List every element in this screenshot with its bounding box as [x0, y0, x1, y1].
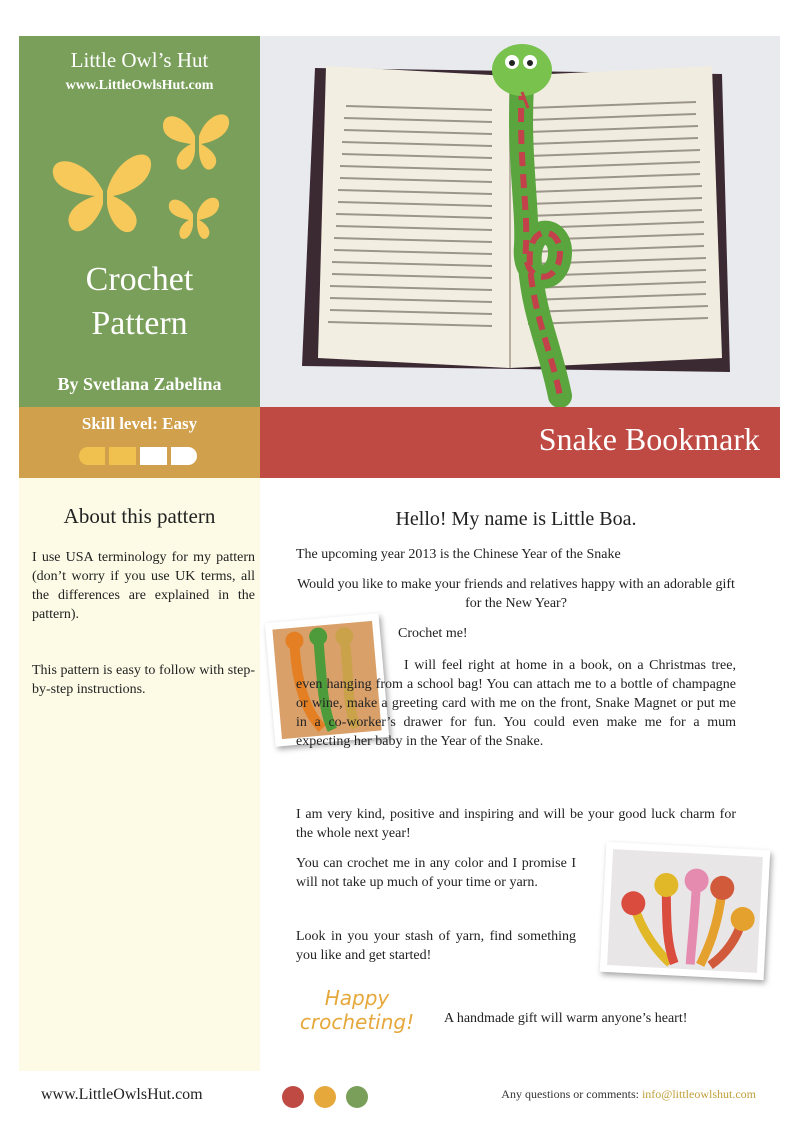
stash-paragraph: Look in you your stash of yarn, find something you like and get started! [296, 929, 576, 963]
butterflies-logo-icon [45, 96, 235, 246]
intro-paragraph: The upcoming year 2013 is the Chinese Year of the Snake [296, 547, 621, 562]
uses-paragraph: I will feel right at home in a book, on a Christmas tree, even hanging from a school bag! You can attach me to a bottle of champagne or wine, make a greeting card with me on the front, Snake Magnet or put me in a co-worker’s drawer for fun. You could even make me for a mum expecting her baby in the Year of the Snake. [296, 658, 736, 749]
greeting-heading: Hello! My name is Little Boa. [395, 508, 637, 530]
terminology-note: I use USA terminology for my pattern (don’t worry if you use UK terms, all the differences are explained in the pattern). [32, 550, 255, 622]
site-name: Little Owl’s Hut [70, 48, 209, 72]
pattern-type-title: Crochet Pattern [85, 261, 194, 342]
contact-label: Any questions or comments: [501, 1087, 639, 1101]
color-dots-icon [281, 1084, 371, 1110]
main-content [278, 478, 754, 1071]
footer [0, 1071, 794, 1125]
title-bar [260, 407, 780, 478]
snakes-photo-right [600, 842, 771, 980]
happy-crocheting-signature: Happy crocheting! [299, 986, 415, 1034]
hero-photo [260, 36, 780, 407]
about-sidebar [19, 478, 260, 1071]
skill-level-bar [19, 407, 260, 478]
contact-line [501, 1087, 756, 1102]
closing-line: A handmade gift will warm anyone’s heart! [444, 1011, 688, 1026]
kindness-paragraph: I am very kind, positive and inspiring and will be your good luck charm for the whole next year! [296, 807, 736, 841]
color-paragraph: You can crochet me in any color and I promise I will not take up much of your time or yarn. [296, 856, 576, 890]
skill-meter-icon [77, 445, 201, 467]
site-url: www.LittleOwlsHut.com [65, 78, 214, 93]
brand-panel [19, 36, 260, 407]
email-link[interactable]: info@littleowlshut.com [641, 1087, 756, 1101]
skill-level-label: Skill level: Easy [81, 414, 198, 433]
pattern-title: Snake Bookmark [538, 421, 760, 457]
crochet-me-label: Crochet me! [398, 626, 468, 641]
instructions-note: This pattern is easy to follow with step-by-step instructions. [32, 663, 255, 697]
about-heading: About this pattern [63, 504, 216, 528]
gift-paragraph: Would you like to make your friends and relatives happy with an adorable gift for the New Year? [297, 577, 735, 611]
footer-url-link[interactable]: www.LittleOwlsHut.com [41, 1086, 203, 1103]
author: By Svetlana Zabelina [57, 374, 222, 394]
